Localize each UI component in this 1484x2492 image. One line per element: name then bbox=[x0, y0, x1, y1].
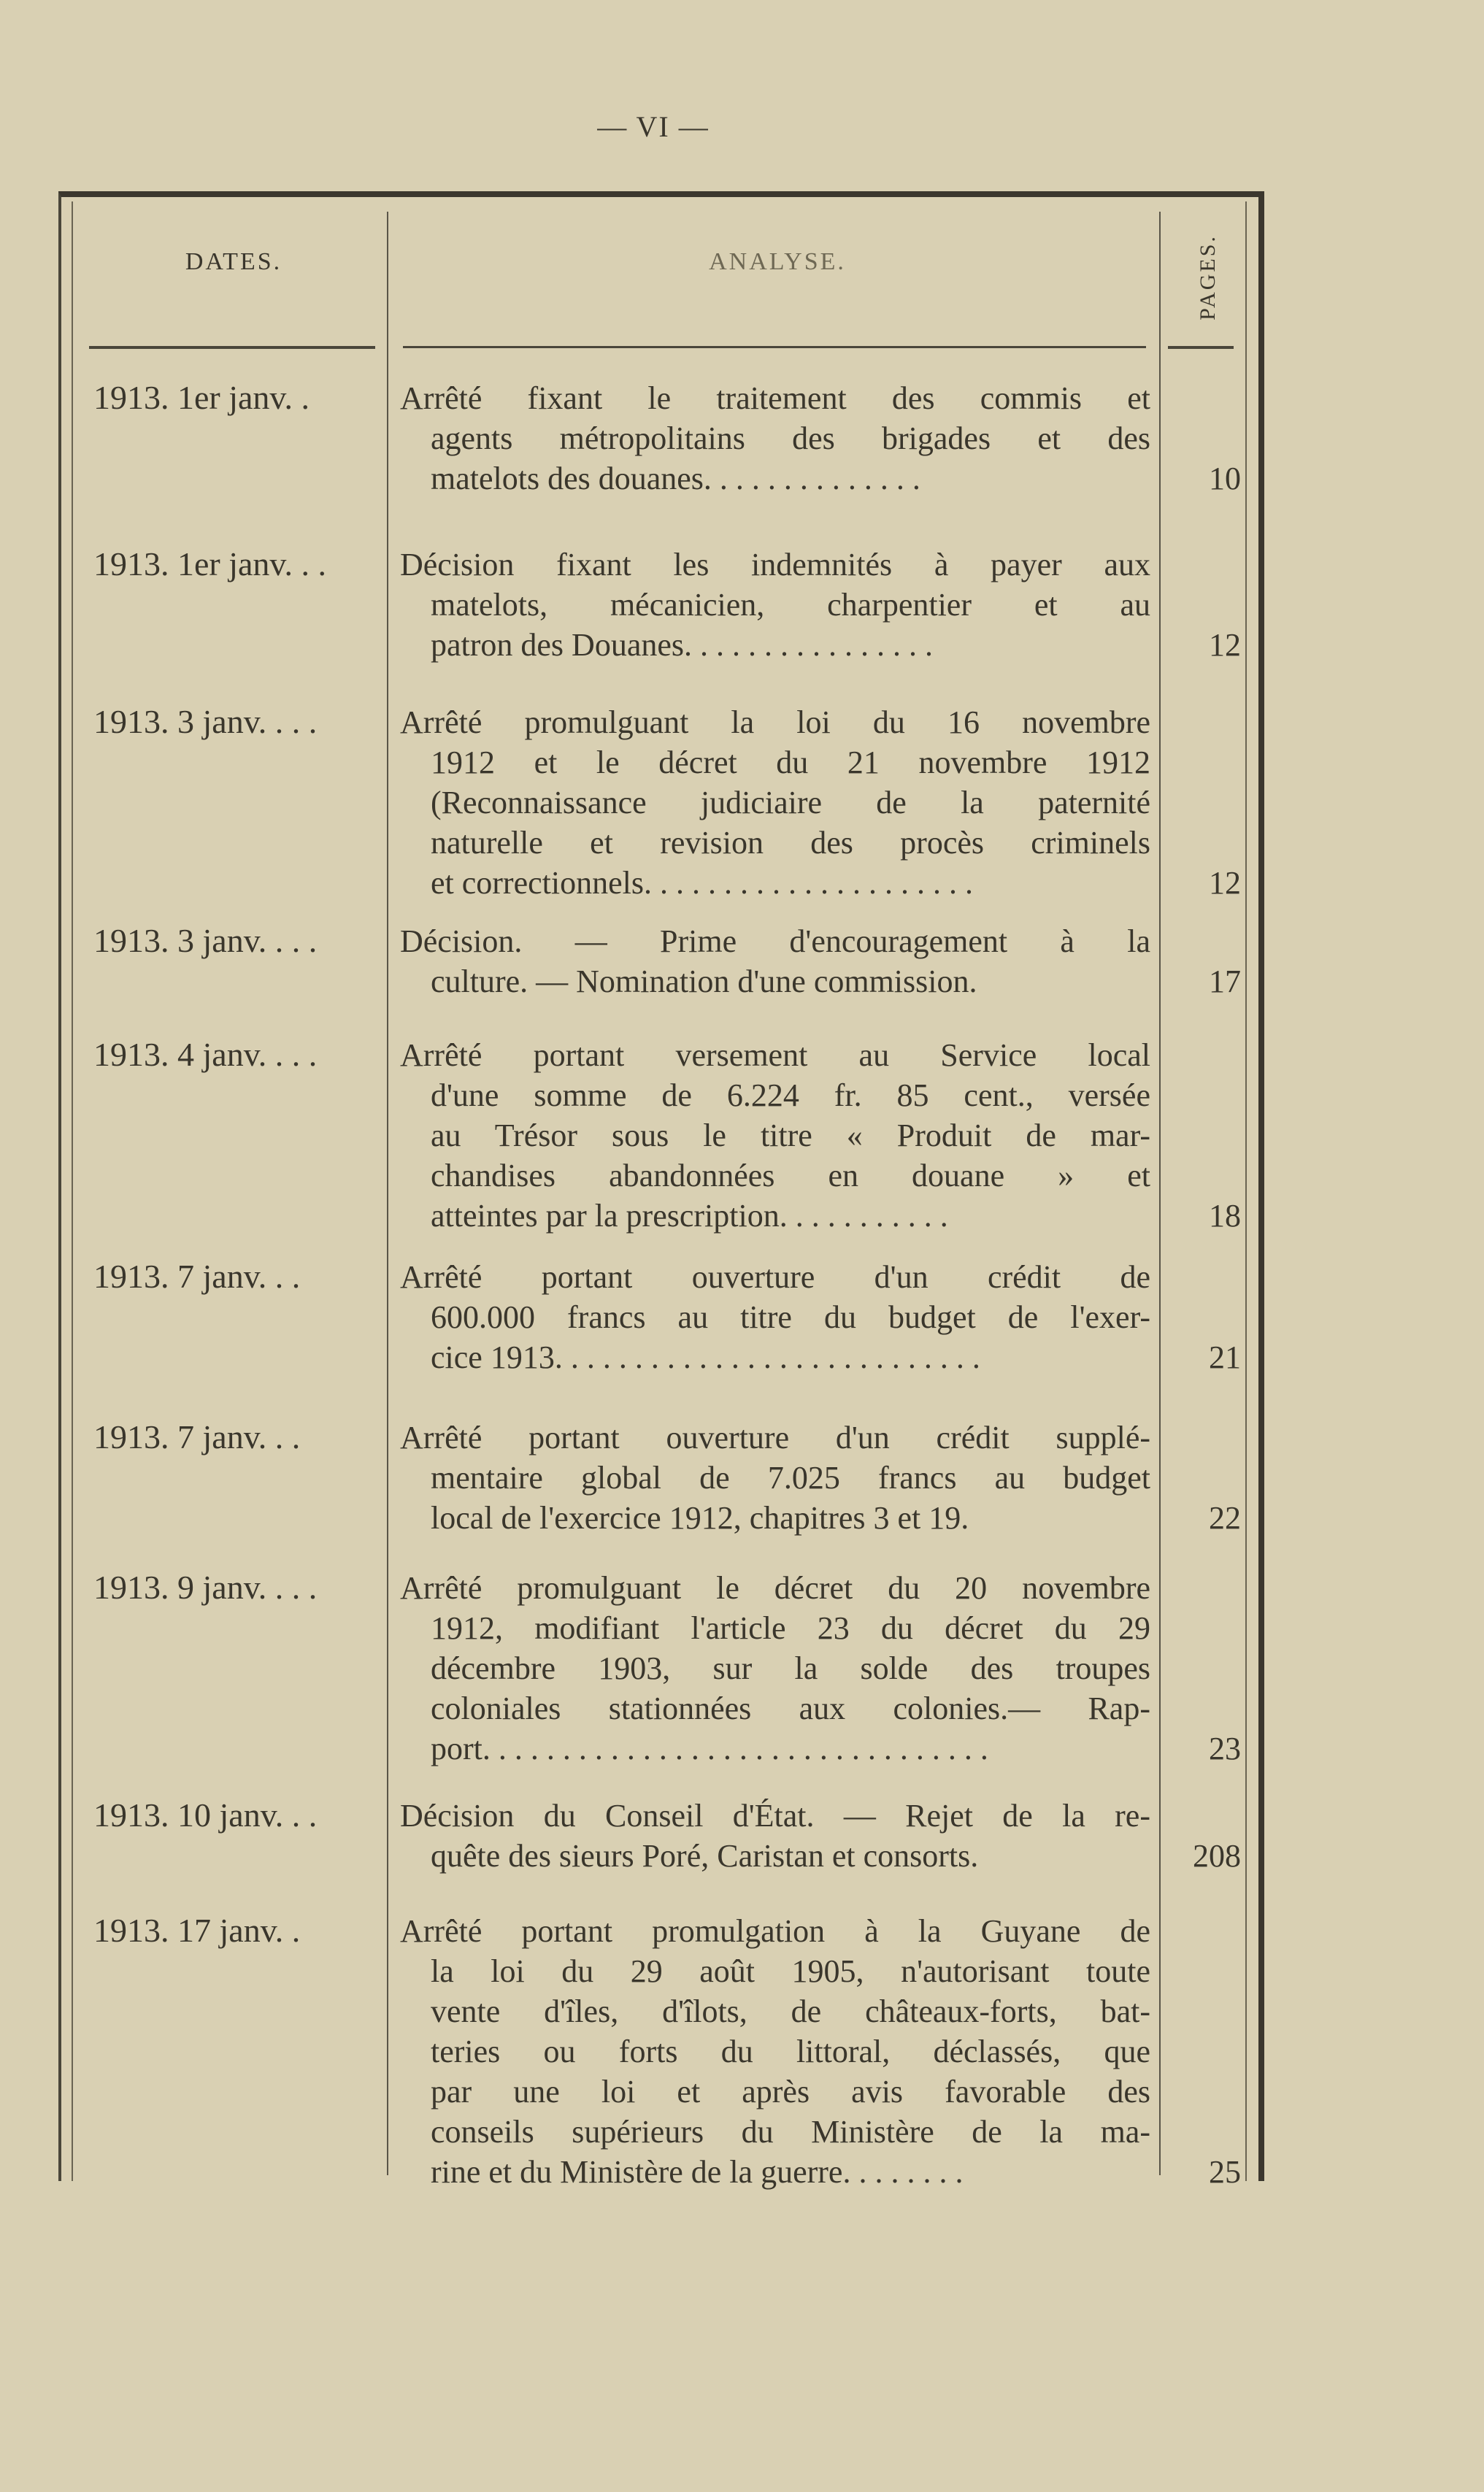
entry-analyse-line: Arrêté promulguant le décret du 20 novembre bbox=[400, 1570, 1150, 1606]
entry-analyse-line: local de l'exercice 1912, chapitres 3 et 19. bbox=[431, 1500, 969, 1536]
entry-page: 12 bbox=[1209, 627, 1241, 663]
entry-analyse-line: décembre 1903, sur la solde des troupes bbox=[431, 1650, 1150, 1686]
entry-analyse-line: coloniales stationnées aux colonies.— Rap- bbox=[431, 1691, 1150, 1726]
entry-analyse-line: la loi du 29 août 1905, n'autorisant toute bbox=[431, 1953, 1150, 1989]
entry-analyse-line: rine et du Ministère de la guerre. . . . . . . . bbox=[431, 2154, 964, 2190]
header-pages: PAGES. bbox=[1196, 234, 1220, 320]
entry-analyse-line: vente d'îles, d'îlots, de châteaux-forts, bat- bbox=[431, 1993, 1150, 2029]
entry-analyse-line: Arrêté portant ouverture d'un crédit supplé- bbox=[400, 1420, 1150, 1455]
entry-analyse-line: Décision fixant les indemnités à payer aux bbox=[400, 547, 1150, 582]
entry-date: 1913. 3 janv. . . . bbox=[93, 922, 318, 959]
entry-analyse-line: au Trésor sous le titre « Produit de mar- bbox=[431, 1118, 1150, 1153]
entry-analyse bbox=[400, 1257, 1150, 1377]
entry-date: 1913. 7 janv. . . bbox=[93, 1418, 301, 1455]
entry-analyse-line: conseils supérieurs du Ministère de la ma- bbox=[431, 2114, 1150, 2150]
entry-analyse-line: 1912, modifiant l'article 23 du décret du 29 bbox=[431, 1610, 1150, 1646]
entry-analyse-line: 600.000 francs au titre du budget de l'exer- bbox=[431, 1299, 1150, 1335]
entry-analyse-line: quête des sieurs Poré, Caristan et consorts. bbox=[431, 1838, 979, 1874]
entry-analyse-line: cice 1913. . . . . . . . . . . . . . . . . . . . . . . . . . . bbox=[431, 1339, 980, 1375]
entry-analyse-line: port. . . . . . . . . . . . . . . . . . . . . . . . . . . . . . . . bbox=[431, 1731, 988, 1766]
entry-date: 1913. 1er janv. . . bbox=[93, 545, 326, 582]
entry-date: 1913. 4 janv. . . . bbox=[93, 1036, 318, 1073]
entry-analyse-line: agents métropolitains des brigades et des bbox=[431, 420, 1150, 456]
entry-page: 25 bbox=[1209, 2154, 1241, 2190]
entry-analyse-line: chandises abandonnées en douane » et bbox=[431, 1158, 1150, 1193]
entry-analyse-line: atteintes par la prescription. . . . . . . . . . . bbox=[431, 1198, 948, 1234]
entry-analyse-line: patron des Douanes. . . . . . . . . . . . . . . . bbox=[431, 627, 934, 663]
entry-date: 1913. 7 janv. . . bbox=[93, 1258, 301, 1295]
entry-analyse-line: matelots, mécanicien, charpentier et au bbox=[431, 587, 1150, 623]
entry-date: 1913. 1er janv. . bbox=[93, 379, 310, 416]
entry-analyse-line: Arrêté portant ouverture d'un crédit de bbox=[400, 1259, 1150, 1295]
entry-analyse-line: et correctionnels. . . . . . . . . . . . . . . . . . . . . bbox=[431, 865, 973, 901]
header-dates: DATES. bbox=[185, 248, 282, 275]
entry-page: 23 bbox=[1209, 1731, 1241, 1766]
entry-analyse bbox=[400, 1796, 1150, 1876]
entry-page: 12 bbox=[1209, 865, 1241, 901]
entry-analyse-line: matelots des douanes. . . . . . . . . . . . . . bbox=[431, 461, 920, 496]
entry-analyse-line: mentaire global de 7.025 francs au budget bbox=[431, 1460, 1150, 1496]
entry-analyse-line: naturelle et revision des procès criminels bbox=[431, 825, 1150, 861]
entry-page: 17 bbox=[1209, 964, 1241, 999]
entry-analyse-line: d'une somme de 6.224 fr. 85 cent., versée bbox=[431, 1077, 1150, 1113]
entry-analyse bbox=[400, 1911, 1150, 2192]
entry-analyse-line: (Reconnaissance judiciaire de la paternité bbox=[431, 785, 1150, 820]
entry-analyse bbox=[400, 378, 1150, 499]
entry-page: 10 bbox=[1209, 461, 1241, 496]
entry-page: 208 bbox=[1193, 1838, 1241, 1874]
page-number: — VI — bbox=[597, 110, 710, 143]
entry-date: 1913. 3 janv. . . . bbox=[93, 703, 318, 740]
entry-analyse-line: Arrêté portant versement au Service local bbox=[400, 1037, 1150, 1073]
entry-analyse-line: teries ou forts du littoral, déclassés, que bbox=[431, 2034, 1150, 2069]
entry-analyse-line: Décision. — Prime d'encouragement à la bbox=[400, 923, 1150, 959]
entry-analyse-line: culture. — Nomination d'une commission. bbox=[431, 964, 977, 999]
entry-analyse bbox=[400, 702, 1150, 903]
entry-analyse-line: par une loi et après avis favorable des bbox=[431, 2074, 1150, 2110]
header-analyse: ANALYSE. bbox=[709, 248, 846, 275]
entry-date: 1913. 17 janv. . bbox=[93, 1912, 301, 1949]
entry-analyse bbox=[400, 1418, 1150, 1538]
entry-analyse bbox=[400, 545, 1150, 665]
entry-analyse-line: Arrêté promulguant la loi du 16 novembre bbox=[400, 704, 1150, 740]
entry-analyse bbox=[400, 1035, 1150, 1236]
entry-analyse bbox=[400, 1568, 1150, 1769]
entry-page: 22 bbox=[1209, 1500, 1241, 1536]
entry-analyse-line: Arrêté portant promulgation à la Guyane de bbox=[400, 1913, 1150, 1949]
entry-analyse-line: 1912 et le décret du 21 novembre 1912 bbox=[431, 745, 1150, 780]
entry-date: 1913. 10 janv. . . bbox=[93, 1796, 318, 1834]
entry-date: 1913. 9 janv. . . . bbox=[93, 1569, 318, 1606]
entry-page: 18 bbox=[1209, 1198, 1241, 1234]
entry-page: 21 bbox=[1209, 1339, 1241, 1375]
entry-analyse-line: Décision du Conseil d'État. — Rejet de la re- bbox=[400, 1798, 1150, 1834]
entry-analyse bbox=[400, 921, 1150, 1001]
entry-analyse-line: Arrêté fixant le traitement des commis et bbox=[400, 380, 1150, 416]
